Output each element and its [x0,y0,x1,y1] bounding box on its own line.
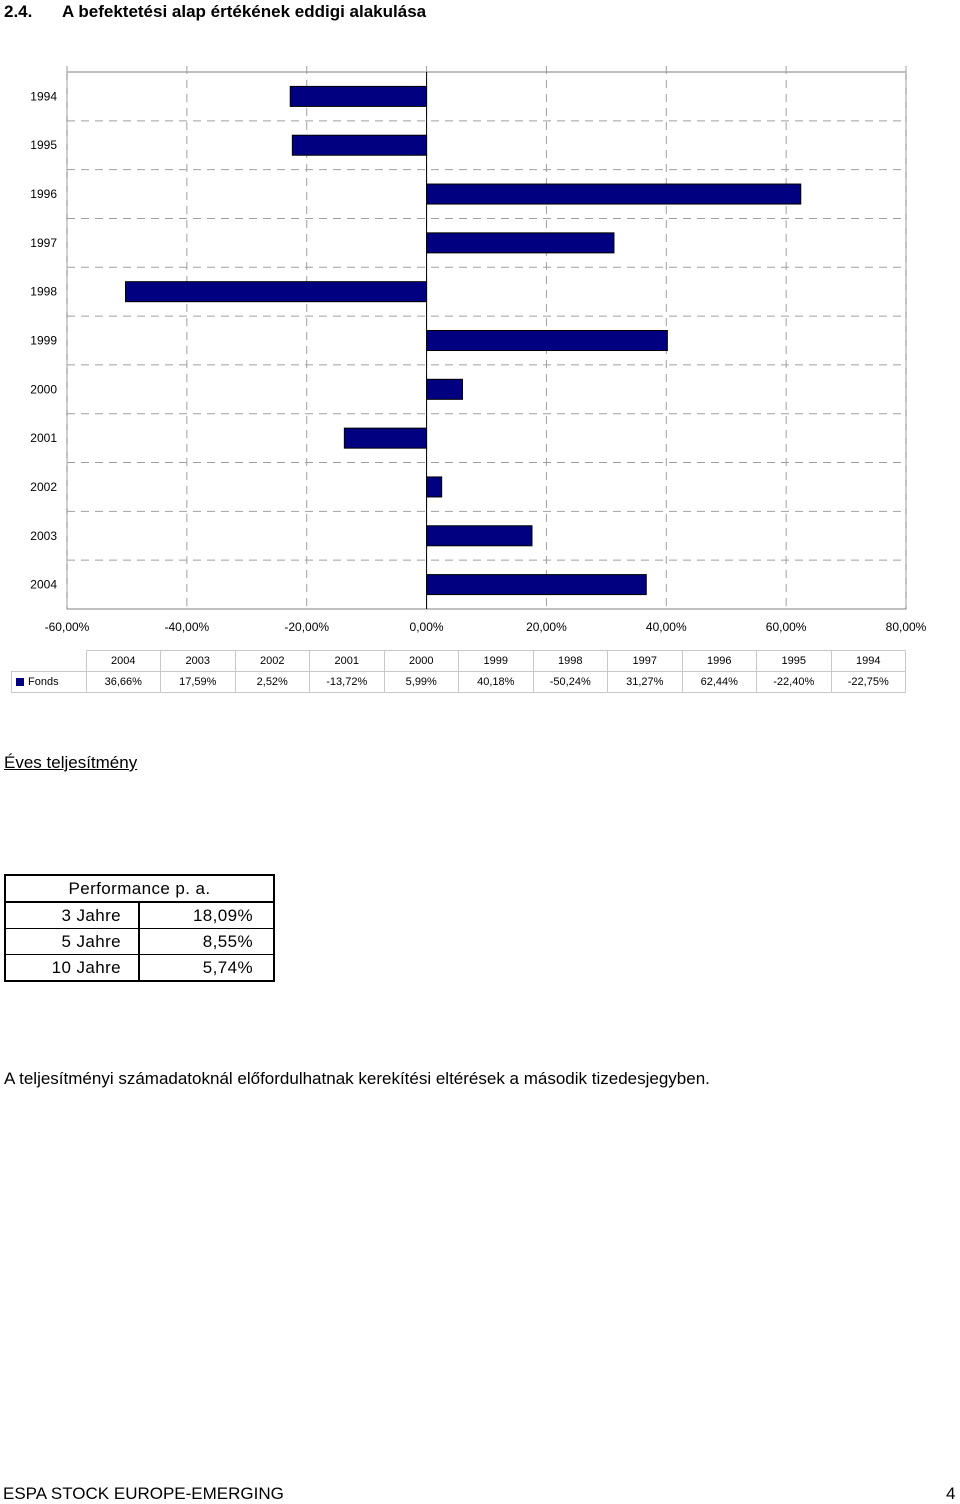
data-table-year: 2001 [310,651,385,672]
legend-swatch [16,678,24,686]
category-label: 2002 [30,479,57,494]
data-table-value: 2,52% [235,672,310,693]
bar-2002 [427,477,442,497]
data-table-year: 2003 [161,651,236,672]
data-table-year: 1994 [831,651,906,672]
performance-value: 5,74% [202,957,253,977]
performance-row [5,929,274,955]
data-table-value: -13,72% [310,672,385,693]
category-label: 1996 [30,187,57,202]
x-tick-label: 60,00% [765,620,807,634]
data-table-value: 17,59% [161,672,236,693]
section-number: 2.4. [4,2,33,21]
bar-2000 [427,379,463,399]
performance-period: 5 Jahre [5,929,139,955]
bar-2003 [427,526,532,546]
data-table-year: 1999 [459,651,534,672]
data-table-value: 5,99% [384,672,459,693]
x-tick-label: 20,00% [526,620,567,634]
data-table-year: 2004 [86,651,161,672]
rounding-footnote: A teljesítményi számadatoknál előfordulhatnak kerekítési eltérések a második tizedesjegyben. [4,1069,710,1088]
data-table-year: 1998 [533,651,608,672]
bar-chart [0,60,960,645]
performance-table [4,874,275,982]
category-label: 1999 [30,333,57,348]
data-table-year-row [12,651,906,672]
performance-value: 8,55% [139,929,274,955]
bar-1998 [125,282,426,302]
bar-1997 [427,233,614,253]
footer-fund-name: ESPA STOCK EUROPE-EMERGING [3,1484,284,1503]
bar-1996 [427,184,801,204]
performance-period: 3 Jahre [5,902,139,929]
category-label: 2000 [30,382,57,397]
x-tick-label: 40,00% [645,620,687,634]
category-label: 1995 [30,138,57,153]
x-tick-label: -60,00% [44,620,90,634]
performance-period: 10 Jahre [5,955,139,982]
category-label: 2003 [30,528,57,543]
annual-performance-heading: Éves teljesítmény [4,753,138,772]
data-table-year: 1997 [608,651,683,672]
performance-header-row [5,875,274,902]
performance-value: 18,09% [139,902,274,929]
chart-labels [30,89,926,634]
data-table-year: 2000 [384,651,459,672]
bar-2004 [427,575,647,595]
data-table-year: 1995 [757,651,832,672]
section-title [4,2,426,22]
category-label: 2004 [30,577,57,592]
bar-2001 [344,428,426,448]
data-table-series-label [12,672,87,693]
chart-data-table [11,650,906,693]
data-table-value: 40,18% [459,672,534,693]
data-table-year: 1996 [682,651,757,672]
data-table-year: 2002 [235,651,310,672]
x-tick-label: 0,00% [409,620,444,634]
footer-page-number: 4 [946,1484,956,1503]
category-label: 1994 [30,89,57,104]
bar-1995 [292,135,426,155]
data-table-value: 36,66% [86,672,161,693]
data-table-value: 31,27% [608,672,683,693]
data-table-value: -22,40% [757,672,832,693]
data-table-corner [12,651,87,672]
data-table-value: -50,24% [533,672,608,693]
bar-1999 [427,330,668,350]
bar-1994 [290,86,426,106]
performance-header: Performance p. a. [5,875,274,902]
x-tick-label: 80,00% [885,620,927,634]
data-table-value-row [12,672,906,693]
data-table-value: -22,75% [831,672,906,693]
series-label-text: Fonds [28,676,59,688]
x-tick-label: -40,00% [164,620,210,634]
category-label: 1997 [30,235,57,250]
x-tick-label: -20,00% [284,620,330,634]
performance-row [5,902,274,929]
section-title-text: A befektetési alap értékének eddigi alakulása [62,2,427,21]
data-table-value: 62,44% [682,672,757,693]
category-label: 2001 [30,431,57,446]
performance-row [5,955,274,982]
chart-bars [125,86,800,594]
category-label: 1998 [30,284,57,299]
